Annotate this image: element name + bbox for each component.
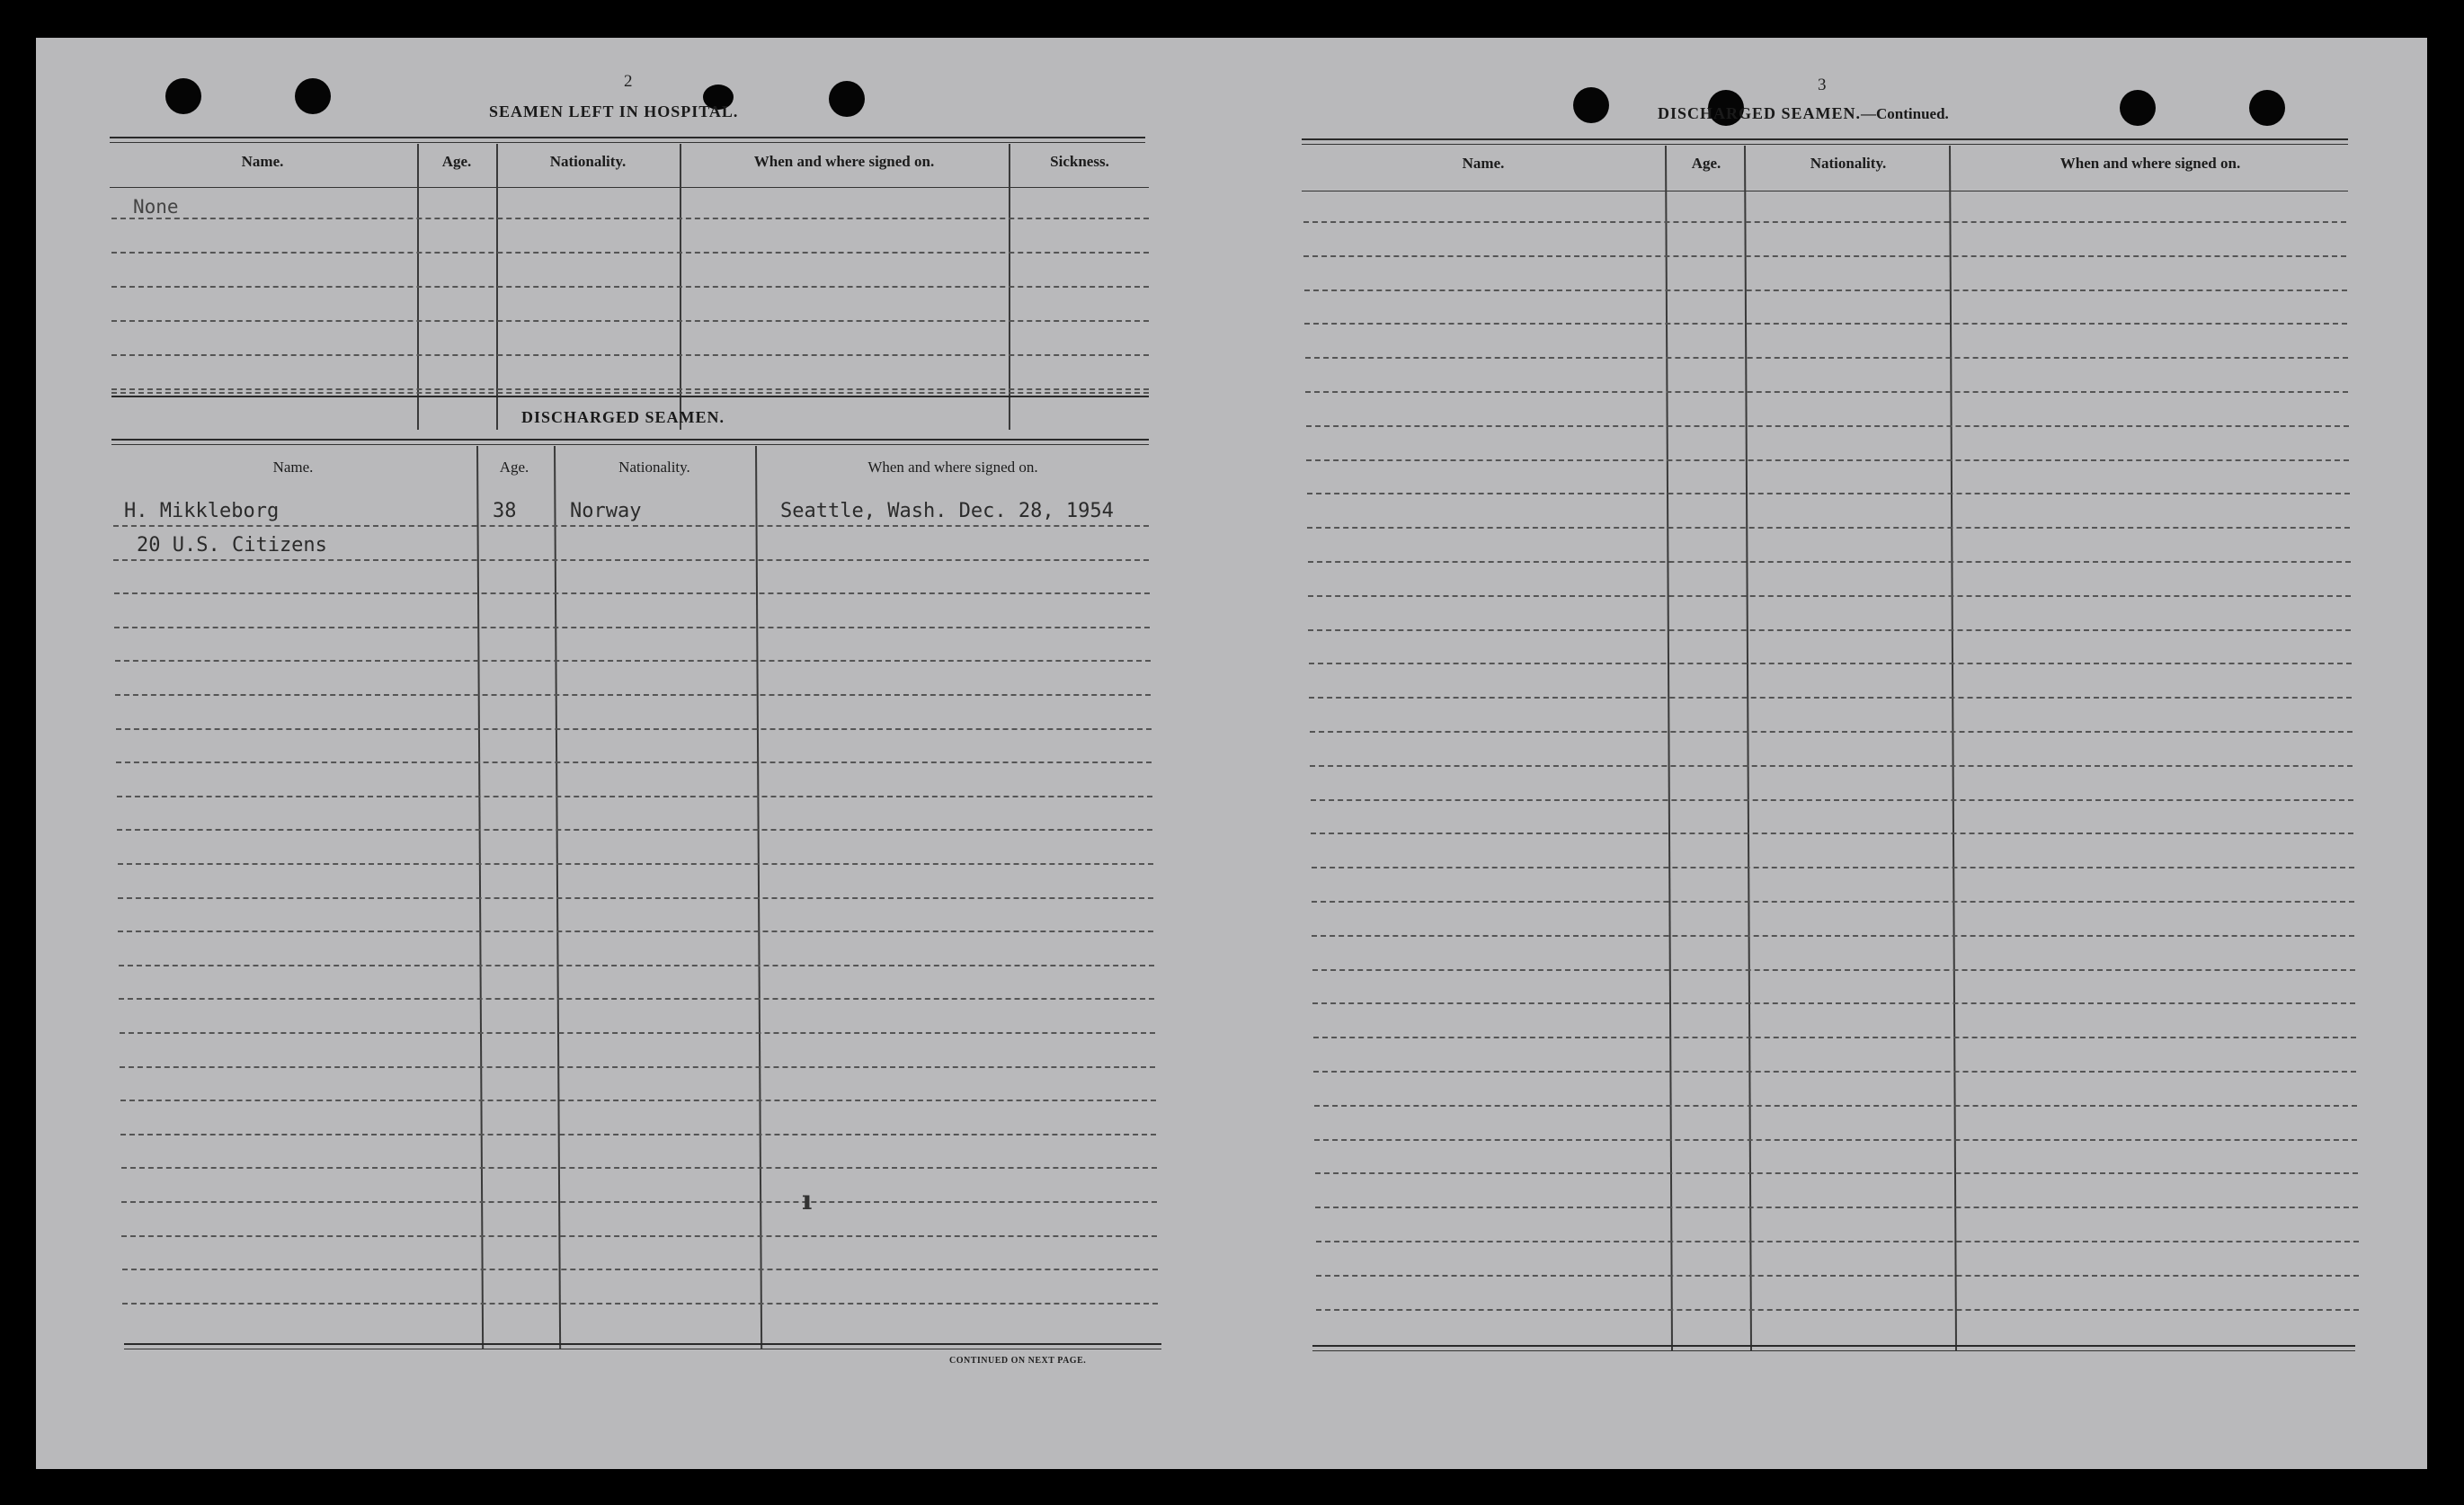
row-rule bbox=[111, 388, 1149, 390]
right-section-title-main: DISCHARGED SEAMEN. bbox=[1658, 104, 1862, 122]
rule bbox=[1312, 1350, 2355, 1351]
column-divider bbox=[1949, 146, 1957, 1350]
row-rule bbox=[120, 1134, 1156, 1135]
rule bbox=[1302, 144, 2348, 145]
row-rule bbox=[113, 525, 1149, 527]
punch-hole bbox=[2120, 90, 2156, 126]
right-section-title bbox=[1658, 104, 1949, 123]
row-rule bbox=[120, 1100, 1156, 1101]
punch-hole bbox=[295, 78, 331, 114]
hospital-header-age: Age. bbox=[441, 153, 472, 170]
right-section-title-suffix: —Continued. bbox=[1861, 105, 1949, 122]
rule bbox=[124, 1343, 1161, 1345]
row-rule bbox=[1305, 357, 2348, 359]
punch-hole bbox=[2249, 90, 2285, 126]
row-rule bbox=[1313, 1037, 2356, 1038]
rule bbox=[111, 396, 1149, 397]
row-rule bbox=[1312, 1002, 2355, 1004]
row-rule bbox=[117, 829, 1152, 831]
discharged-row-2-name: 20 U.S. Citizens bbox=[137, 534, 327, 557]
page-number-right: 3 bbox=[1818, 76, 1827, 94]
row-rule bbox=[1309, 663, 2352, 664]
discharged-section-title: DISCHARGED SEAMEN. bbox=[521, 408, 725, 426]
row-rule bbox=[1307, 527, 2350, 529]
row-rule bbox=[1311, 799, 2353, 801]
row-rule bbox=[1304, 323, 2347, 325]
row-rule bbox=[1306, 425, 2349, 427]
row-rule bbox=[121, 1167, 1157, 1169]
row-rule bbox=[1310, 731, 2353, 733]
rule bbox=[110, 142, 1145, 143]
row-rule bbox=[121, 1235, 1157, 1237]
row-rule bbox=[1308, 561, 2351, 563]
discharged-header-signed-on: When and where signed on. bbox=[867, 459, 1038, 476]
row-rule bbox=[1316, 1275, 2359, 1277]
discharged-row-1-signed-on: Seattle, Wash. Dec. 28, 1954 bbox=[780, 500, 1114, 522]
row-rule bbox=[118, 863, 1153, 865]
right-header-name: Name. bbox=[1462, 155, 1505, 172]
row-rule bbox=[120, 1066, 1155, 1068]
row-rule bbox=[122, 1303, 1158, 1305]
row-rule bbox=[1313, 1071, 2356, 1073]
rule bbox=[111, 439, 1149, 441]
row-rule bbox=[1314, 1105, 2357, 1107]
row-rule bbox=[1312, 935, 2354, 937]
discharged-row-1-age: 38 bbox=[493, 500, 517, 522]
row-rule bbox=[114, 592, 1150, 594]
document-sheet bbox=[36, 38, 2427, 1469]
row-rule bbox=[1308, 629, 2351, 631]
row-rule bbox=[1310, 765, 2353, 767]
row-rule bbox=[120, 1032, 1155, 1034]
row-rule bbox=[1306, 459, 2349, 461]
row-rule bbox=[1316, 1241, 2359, 1242]
row-rule bbox=[1309, 697, 2352, 699]
hospital-entry: None bbox=[133, 196, 179, 218]
row-rule bbox=[1304, 289, 2347, 291]
row-rule bbox=[119, 998, 1154, 1000]
row-rule bbox=[115, 694, 1151, 696]
rule bbox=[1302, 138, 2348, 140]
discharged-row-1-nationality: Norway bbox=[570, 500, 642, 522]
row-rule bbox=[118, 897, 1153, 899]
row-rule bbox=[1312, 867, 2354, 868]
row-rule bbox=[1315, 1207, 2358, 1208]
punch-hole bbox=[165, 78, 201, 114]
rule bbox=[110, 137, 1145, 138]
row-rule bbox=[116, 728, 1152, 730]
right-header-signed-on: When and where signed on. bbox=[2059, 155, 2241, 172]
rule bbox=[111, 444, 1149, 445]
rule bbox=[110, 187, 1149, 188]
row-rule bbox=[111, 218, 1149, 219]
page-number-left: 2 bbox=[624, 72, 633, 91]
hospital-section-title: SEAMEN LEFT IN HOSPITAL. bbox=[489, 102, 739, 120]
row-rule bbox=[111, 286, 1149, 288]
row-rule bbox=[122, 1269, 1158, 1270]
row-rule bbox=[116, 761, 1152, 763]
column-divider bbox=[1744, 146, 1752, 1350]
hospital-header-name: Name. bbox=[241, 153, 284, 170]
hospital-header-sickness: Sickness. bbox=[1050, 153, 1109, 170]
row-rule bbox=[111, 320, 1149, 322]
column-divider bbox=[1665, 146, 1673, 1350]
hospital-header-nationality: Nationality. bbox=[549, 153, 627, 170]
hospital-header-signed-on: When and where signed on. bbox=[753, 153, 935, 170]
row-rule bbox=[111, 392, 1149, 394]
right-header-age: Age. bbox=[1691, 155, 1721, 172]
row-rule bbox=[1303, 221, 2346, 223]
pencil-mark: ı bbox=[802, 1185, 813, 1216]
row-rule bbox=[1314, 1139, 2357, 1141]
row-rule bbox=[117, 796, 1152, 797]
row-rule bbox=[113, 559, 1149, 561]
row-rule bbox=[1312, 969, 2355, 971]
row-rule bbox=[1316, 1309, 2359, 1311]
rule bbox=[1312, 1345, 2355, 1347]
punch-hole bbox=[829, 81, 865, 117]
row-rule bbox=[1312, 901, 2354, 903]
row-rule bbox=[115, 660, 1151, 662]
row-rule bbox=[114, 627, 1150, 628]
row-rule bbox=[1303, 255, 2346, 257]
row-rule bbox=[1307, 493, 2350, 494]
row-rule bbox=[111, 354, 1149, 356]
row-rule bbox=[1315, 1172, 2358, 1174]
row-rule bbox=[1311, 833, 2353, 834]
discharged-row-1-name: H. Mikkleborg bbox=[124, 500, 280, 522]
row-rule bbox=[1305, 391, 2348, 393]
row-rule bbox=[111, 252, 1149, 254]
continued-footer: CONTINUED ON NEXT PAGE. bbox=[949, 1356, 1087, 1366]
discharged-header-age: Age. bbox=[499, 459, 529, 476]
discharged-header-nationality: Nationality. bbox=[618, 459, 690, 476]
row-rule bbox=[121, 1201, 1157, 1203]
right-header-nationality: Nationality. bbox=[1810, 155, 1887, 172]
row-rule bbox=[1308, 595, 2351, 597]
row-rule bbox=[118, 931, 1153, 932]
discharged-header-name: Name. bbox=[272, 459, 314, 476]
row-rule bbox=[119, 965, 1154, 966]
punch-hole bbox=[1573, 87, 1609, 123]
